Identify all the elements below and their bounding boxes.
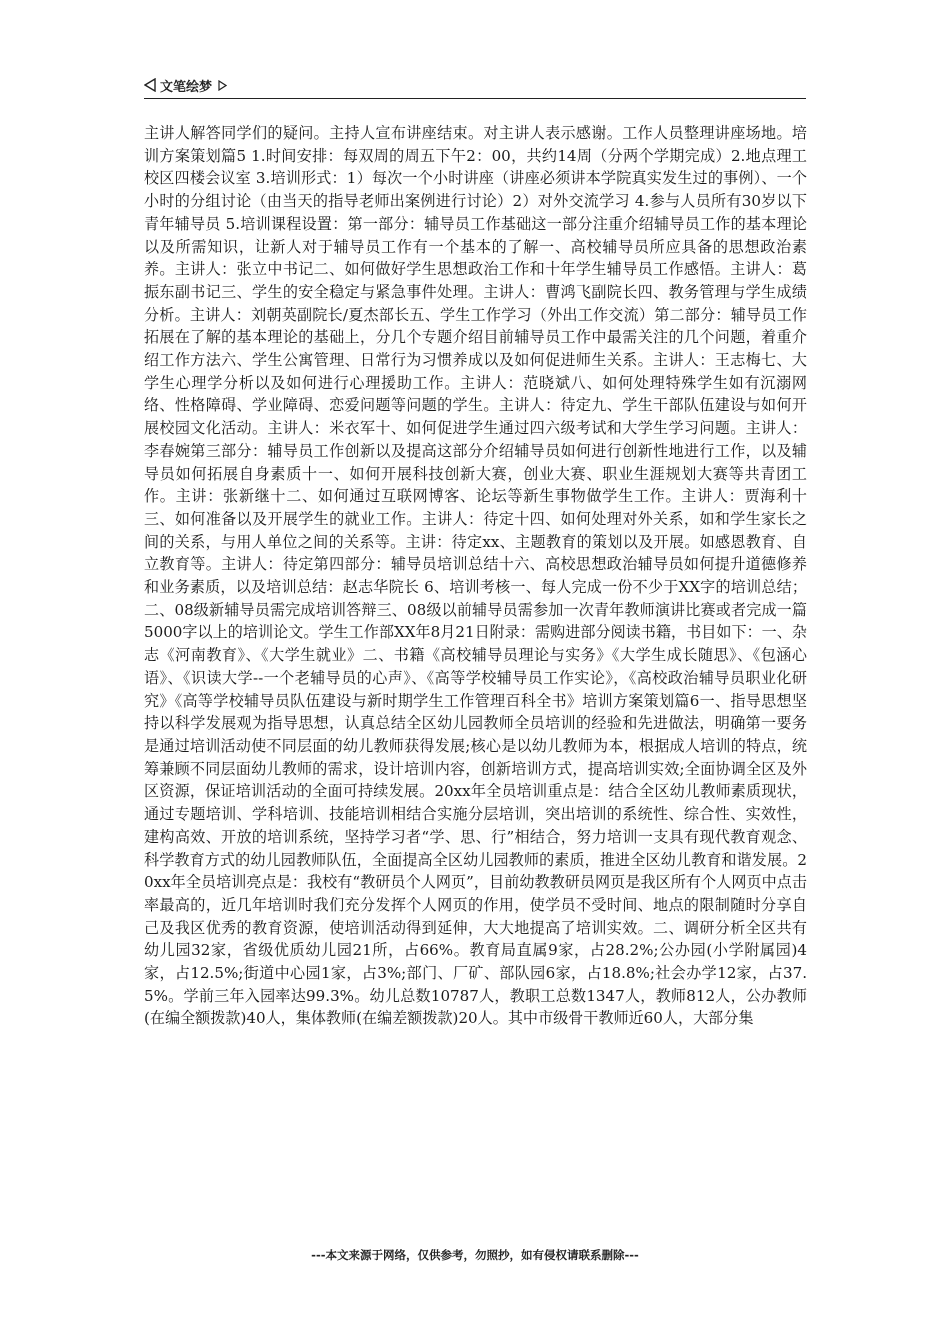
page-header — [144, 72, 806, 99]
brand-title: 文笔绘梦 — [160, 79, 213, 95]
triangle-right-outline-icon — [218, 80, 227, 91]
body-text: 主讲人解答同学们的疑问。主持人宣布讲座结束。对主讲人表示感谢。工作人员整理讲座场地。培训方案策划篇5 1.时间安排：每双周的周五下午2：00，共约14周（分两个学期完成）2.地点理工校区四楼会议室 3.培训形式：1）每次一个小时讲座（讲座必须讲本学院真实发生过的事例）、一个小时的分组讨论（由当天的指导老师出案例进行讨论）2）对外交流学习 4.参与人员所有30岁以下青年辅导员 5.培训课程设置：第一部分：辅导员工作基础这一部分注重介绍辅导员工作的基本理论以及所需知识，让新人对于辅导员工作有一个基本的了解一、高校辅导员所应具备的思想政治素养。主讲人：张立中书记二、如何做好学生思想政治工作和十年学生辅导员工作感悟。主讲人：葛振东副书记三、学生的安全稳定与紧急事件处理。主讲人：曹鸿飞副院长四、教务管理与学生成绩分析。主讲人：刘朝英副院长/夏杰部长五、学生工作学习（外出工作交流）第二部分：辅导员工作拓展在了解的基本理论的基础上，分几个专题介绍目前辅导员工作中最需关注的几个问题，着重介绍工作方法六、学生公寓管理、日常行为习惯养成以及如何促进师生关系。主讲人：王志梅七、大学生心理学分析以及如何进行心理援助工作。主讲人：范晓斌八、如何处理特殊学生如有沉溺网络、性格障碍、学业障碍、恋爱问题等问题的学生。主讲人：待定九、学生干部队伍建设与如何开展校园文化活动。主讲人：米衣军十、如何促进学生通过四六级考试和大学生学习问题。主讲人：李春婉第三部分：辅导员工作创新以及提高这部分介绍辅导员如何进行创新性地进行工作，以及辅导员如何拓展自身素质十一、如何开展科技创新大赛，创业大赛、职业生涯规划大赛等共青团工作。主讲：张新继十二、如何通过互联网博客、论坛等新生事物做学生工作。主讲人：贾海利十三、如何准备以及开展学生的就业工作。主讲人：待定十四、如何处理对外关系，如和学生家长之间的关系，与用人单位之间的关系等。主讲：待定xx、主题教育的策划以及开展。如感恩教育、自立教育等。主讲人：待定第四部分：辅导员培训总结十六、高校思想政治辅导员如何提升道德修养和业务素质，以及培训总结：赵志华院长 6、培训考核一、每人完成一份不少于XX字的培训总结；二、08级新辅导员需完成培训答辩三、08级以前辅导员需参加一次青年教师演讲比赛或者完成一篇5000字以上的培训论文。学生工作部XX年8月21日附录：需购进部分阅读书籍，书目如下：一、杂志《河南教育》、《大学生就业》二、书籍《高校辅导员理论与实务》《大学生成长随思》、《包涵心语》、《识读大学--一个老辅导员的心声》、《高等学校辅导员工作实论》，《高校政治辅导员职业化研究》《高等学校辅导员队伍建设与新时期学生工作管理百科全书》培训方案策划篇6一、指导思想坚持以科学发展观为指导思想，认真总结全区幼儿园教师全员培训的经验和先进做法，明确第一要务是通过培训活动使不同层面的幼儿教师获得发展;核心是以幼儿教师为本，根据成人培训的特点，统筹兼顾不同层面幼儿教师的需求，设计培训内容，创新培训方式，提高培训实效;全面协调全区及外区资源，保证培训活动的全面可持续发展。20xx年全员培训重点是：结合全区幼儿教师素质现状，通过专题培训、学科培训、技能培训相结合实施分层培训，突出培训的系统性、综合性、实效性，建构高效、开放的培训系统，坚持学习者“学、思、行”相结合，努力培训一支具有现代教育观念、科学教育方式的幼儿园教师队伍，全面提高全区幼儿园教师的素质，推进全区幼儿教育和谐发展。20xx年全员培训亮点是：我校有“教研员个人网页”，目前幼教教研员网页是我区所有个人网页中点击率最高的，近几年培训时我们充分发挥个人网页的作用，使学员不受时间、地点的限制随时分享自己及我区优秀的教育资源，使培训活动得到延伸，大大地提高了培训实效。二、调研分析全区共有幼儿园32家，省级优质幼儿园21所，占66%。教育局直属9家，占28.2%;公办园(小学附属园)4家，占12.5%;街道中心园1家，占3%;部门、厂矿、部队园6家，占18.8%;社会办学12家，占37.5%。学前三年入园率达99.3%。幼儿总数10787人，教职工总数1347人，教师812人，公办教师(在编全额拨款)40人，集体教师(在编差额拨款)20人。其中市级骨干教师近60人，大部分集 — [144, 124, 807, 1028]
footer-disclaimer: ---本文来源于网络，仅供参考，勿照抄，如有侵权请联系删除--- — [311, 1248, 639, 1262]
triangle-left-outline-icon — [144, 78, 156, 92]
